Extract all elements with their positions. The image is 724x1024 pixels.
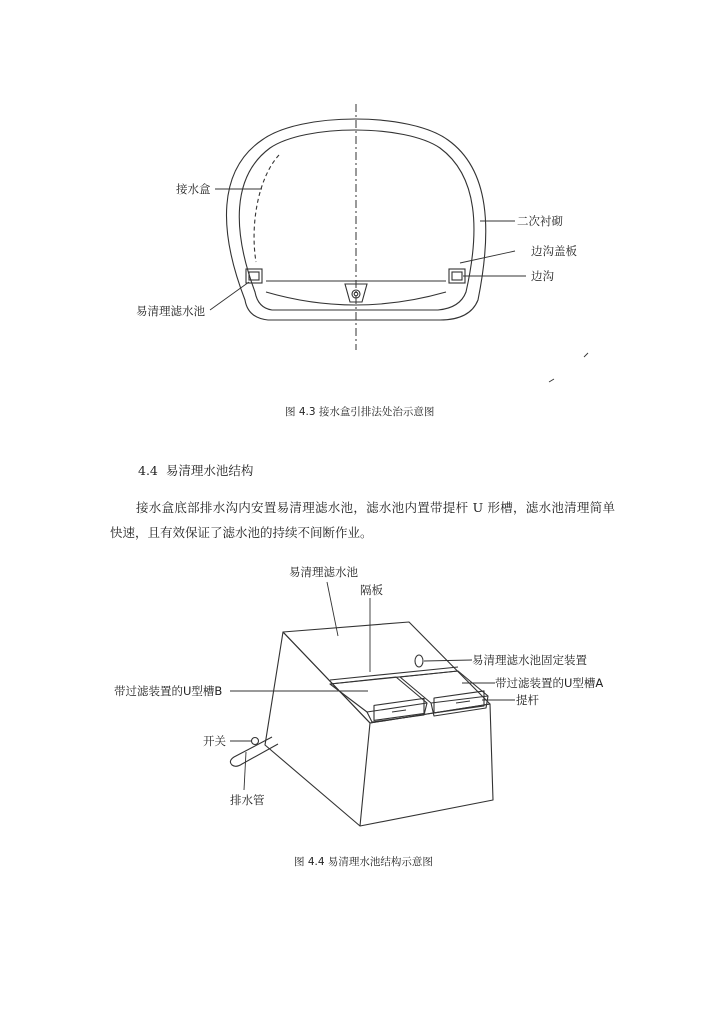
label-lift-rod: 提杆: [516, 693, 539, 707]
label-gutter-cover: 边沟盖板: [531, 244, 577, 258]
switch-valve: [252, 738, 259, 745]
label-trough-b: 带过滤装置的U型槽B: [114, 684, 223, 698]
section-title: 易清理水池结构: [165, 463, 254, 478]
box-front-face: [360, 704, 493, 826]
label-filter-pool-2: 易清理滤水池: [289, 565, 358, 579]
trough-b: [330, 677, 427, 712]
label-switch: 开关: [203, 734, 226, 748]
label-drain-pipe: 排水管: [230, 793, 265, 807]
body-paragraph: 接水盒底部排水沟内安置易清理滤水池，滤水池内置带提杆 U 形槽，滤水池清理简单快速，且有效保证了滤水池的持续不间断作业。: [110, 500, 615, 540]
label-trough-a: 带过滤装置的U型槽A: [495, 676, 604, 690]
trough-a: [400, 671, 488, 703]
label-water-box: 接水盒: [176, 182, 211, 196]
figure-4-3-caption: 图 4.3 接水盒引排法处治示意图: [285, 406, 435, 418]
label-fixing-device: 易清理滤水池固定装置: [472, 653, 587, 667]
label-partition: 隔板: [360, 583, 383, 597]
box-left-face: [265, 632, 370, 826]
label-filter-pool: 易清理滤水池: [136, 304, 205, 318]
section-number: 4.4: [138, 463, 158, 478]
fixing-device: [415, 655, 423, 667]
label-side-gutter: 边沟: [531, 269, 554, 283]
figure-4-4-caption: 图 4.4 易清理水池结构示意图: [294, 856, 433, 868]
label-secondary-lining: 二次衬砌: [517, 214, 563, 228]
